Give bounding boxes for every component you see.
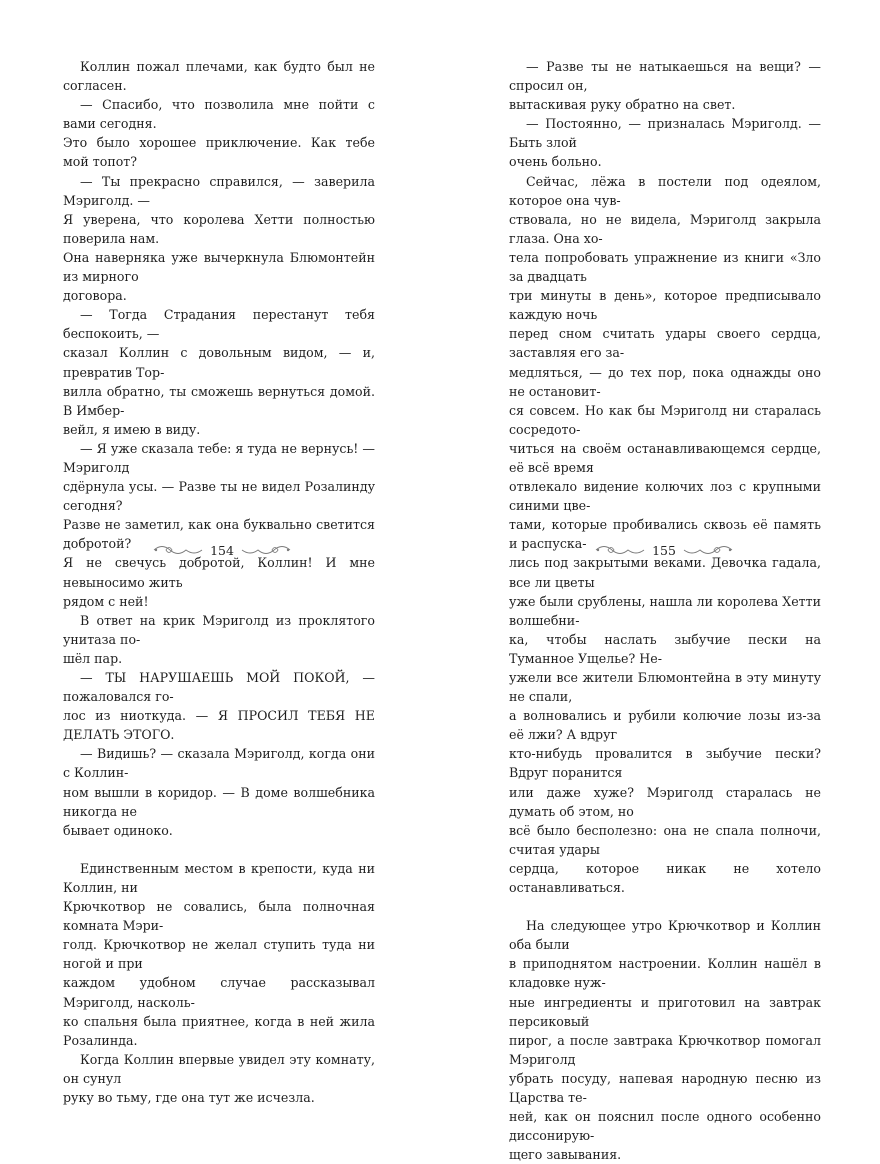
left-page bbox=[63, 57, 375, 1107]
page-number: 154 bbox=[210, 542, 234, 558]
page-number: 155 bbox=[652, 542, 676, 558]
paragraph: — Разве ты не натыкаешься на вещи? — спросил он, вытаскивая руку обратно на свет. bbox=[509, 59, 821, 113]
left-section-1 bbox=[63, 57, 375, 840]
paragraph: — ТЫ НАРУШАЕШЬ МОЙ ПОКОЙ, — пожаловался го- лос из ниоткуда. — Я ПРОСИЛ ТЕБЯ НЕ ДЕЛАТЬ ЭТОГО. bbox=[63, 670, 375, 743]
right-section-2 bbox=[509, 916, 821, 1164]
flourish-left-icon bbox=[152, 542, 204, 558]
paragraph: На следующее утро Крючкотвор и Коллин оба были в приподнятом настроении. Коллин нашёл в кладовке нуж- ные ингредиенты и приготовил на завтрак персиковый пирог, а после завтрака Крючкотвор помогал Мэриголд убрать посуду, напевая народную песню из Царства те- ней, как он пояснил после одного особенно диссонирую- щего завывания. bbox=[509, 918, 821, 1163]
paragraph: — Тогда Страдания перестанут тебя беспокоить, — сказал Коллин с довольным видом, — и, превратив Тор- вилла обратно, ты сможешь вернуться домой. В Имбер- вейл, я имею в виду. bbox=[63, 307, 375, 437]
paragraph: — Ты прекрасно справился, — заверила Мэриголд. — Я уверена, что королева Хетти полностью поверила нам. Она наверняка уже вычеркнула Блюмонтейн из мирного договора. bbox=[63, 173, 375, 304]
paragraph: — Я уже сказала тебе: я туда не вернусь! — Мэриголд сдёрнула усы. — Разве ты не видел Розалинду сегодня? Разве не заметил, как она буквально светится добротой? Я не свечусь добротой, Коллин! И мне невыносимо жить рядом с ней! bbox=[63, 440, 375, 609]
paragraph: — Видишь? — сказала Мэриголд, когда они с Коллин- ном вышли в коридор. — В доме волшебника никогда не бывает одиноко. bbox=[63, 746, 375, 838]
paragraph: Коллин пожал плечами, как будто был не согласен. bbox=[63, 59, 375, 94]
paragraph: Единственным местом в крепости, куда ни Коллин, ни Крючкотвор не совались, была полночная комната Мэри- голд. Крючкотвор не желал ступить туда ни ногой и при каждом удобном случае рассказывал Мэриголд, насколь- ко спальня была приятнее, когда в ней жила Розалинда. bbox=[63, 860, 375, 1048]
flourish-right-icon bbox=[240, 542, 292, 558]
right-page bbox=[509, 57, 821, 1164]
paragraph: — Постоянно, — призналась Мэриголд. — Быть злой очень больно. bbox=[509, 116, 821, 170]
paragraph: В ответ на крик Мэриголд из проклятого унитаза по- шёл пар. bbox=[63, 612, 375, 666]
section-break bbox=[509, 897, 821, 916]
paragraph: Сейчас, лёжа в постели под одеялом, которое она чув- ствовала, но не видела, Мэриголд закрыла глаза. Она хо- тела попробовать упражнение из книги «Зло за двадцать три минуты в день», которое предписывало каждую ночь перед сном считать удары своего сердца, заставляя его за- медляться, — до тех пор, пока однажды оно не остановит- ся совсем. Но как бы Мэриголд ни старалась сосредото- читься на своём останавливающемся сердце, её всё время отвлекало видение колючих лоз с крупными синими цве- тами, которые пробивались сквозь её память и распуска- лись под закрытыми веками. Девочка гадала, все ли цветы уже были срублены, нашла ли королева Хетти волшебни- ка, чтобы наслать зыбучие пески на Туманное Ущелье? Не- ужели все жители Блюмонтейна в эту минуту не спали, а волновались и рубили колючие лозы из-за её лжи? А вдруг кто-нибудь провалится в зыбучие пески? Вдруг поранится или даже хуже? Мэриголд старалась не думать об этом, но всё было бесполезно: она не спала полночи, считая удары сердца, которое никак не хотело останавливаться. bbox=[509, 173, 821, 896]
flourish-left-icon bbox=[594, 542, 646, 558]
left-page-folio bbox=[147, 540, 297, 560]
paragraph: Когда Коллин впервые увидел эту комнату, он сунул руку во тьму, где она тут же исчезла. bbox=[63, 1051, 375, 1105]
section-break bbox=[63, 840, 375, 859]
paragraph: — Спасибо, что позволила мне пойти с вами сегодня. Это было хорошее приключение. Как тебе мой топот? bbox=[63, 97, 375, 170]
flourish-right-icon bbox=[682, 542, 734, 558]
right-page-folio bbox=[589, 540, 739, 560]
right-section-1 bbox=[509, 57, 821, 897]
left-section-2 bbox=[63, 859, 375, 1107]
